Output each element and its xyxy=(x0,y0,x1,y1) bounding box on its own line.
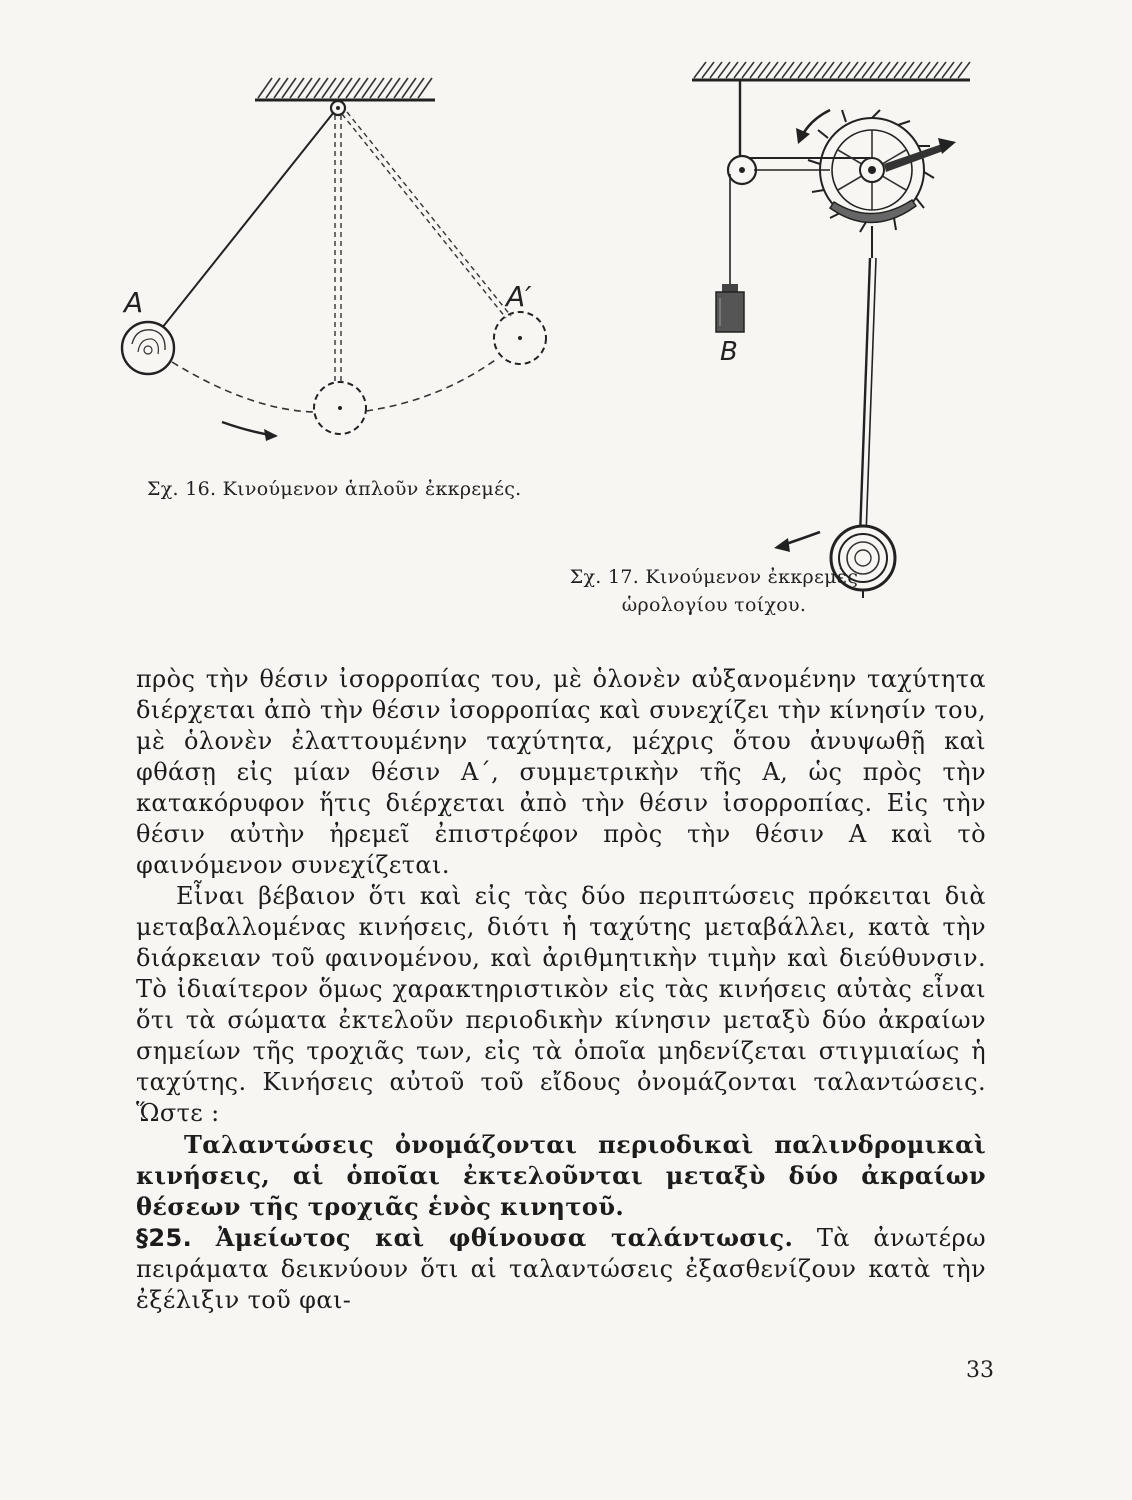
body-text xyxy=(136,664,986,1316)
figure-17-caption xyxy=(564,563,864,619)
figure-17-caption-line1: Σχ. 17. Κινούμενον ἐκκρεμὲς xyxy=(569,566,859,588)
escapement-anchor xyxy=(830,200,916,223)
page-number: 33 xyxy=(966,1358,994,1383)
paragraph-1: πρὸς τὴν θέσιν ἰσορροπίας του, μὲ ὁλονὲν αὐξανομένην ταχύτητα διέρχεται ἀπὸ τὴν θέσιν ἰσορροπίας καὶ συνεχίζει τὴν κίνησίν του, μὲ ὁλονὲν ἐλαττουμένην ταχύτητα, μέχρις ὅτου ἀνυψωθῇ καὶ φθάσῃ εἰς μίαν θέσιν Α΄, συμμετρικὴν τῆς Α, ὡς πρὸς τὴν κατακόρυφον ἥτις διέρχεται ἀπὸ τὴν θέσιν ἰσορροπίας. Εἰς τὴν θέσιν αὐτὴν ἠρεμεῖ ἐπιστρέφον πρὸς τὴν θέσιν Α καὶ τὸ φαινόμενον συνεχίζεται. xyxy=(136,665,986,879)
figure-17-caption-line2: ὡρολογίου τοίχου. xyxy=(621,594,807,616)
motion-arrow-icon xyxy=(222,422,278,441)
label-a: A xyxy=(124,286,144,319)
bob-position-a xyxy=(122,322,174,374)
ceiling-hatch xyxy=(255,76,435,100)
label-b: B xyxy=(720,337,738,367)
string-position-a xyxy=(162,112,334,328)
ceiling-hatch xyxy=(692,62,970,80)
weight-b xyxy=(716,284,744,332)
pendulum-rod xyxy=(860,258,870,536)
definition: Ταλαντώσεις ὀνομάζονται περιοδικαὶ παλινδρομικαὶ κινήσεις, αἱ ὁποῖαι ἐκτελοῦνται μεταξὺ δύο ἀκραίων θέσεων τῆς τροχιᾶς ἑνὸς κινητοῦ. xyxy=(136,1130,986,1221)
figure-16-caption: Σχ. 16. Κινούμενον ἁπλοῦν ἐκκρεμές. xyxy=(147,478,522,500)
rotation-arrow-icon xyxy=(796,110,830,144)
figure-16-simple-pendulum xyxy=(110,70,570,460)
swing-arc xyxy=(172,362,314,412)
section-25 xyxy=(136,1222,986,1316)
string-position-a-prime xyxy=(342,112,511,318)
section-title: Ἀμείωτος καὶ φθίνουσα ταλάντωσις. xyxy=(215,1223,794,1252)
figure-17-clock-pendulum xyxy=(680,58,980,618)
section-number: §25. xyxy=(136,1224,193,1252)
string-equilibrium xyxy=(335,115,341,382)
swing-arrow-icon xyxy=(774,532,820,552)
section-text: Τὰ ἀνωτέρω πειράματα δεικνύουν ὅτι αἱ ταλαντώσεις ἐξασθενίζουν κατὰ τὴν ἐξέλιξιν τοῦ φαι- xyxy=(136,1224,986,1314)
paragraph-2: Εἶναι βέβαιον ὅτι καὶ εἰς τὰς δύο περιπτώσεις πρόκειται διὰ μεταβαλλομένας κινήσεις, διότι ἡ ταχύτης μεταβάλλει, κατὰ τὴν διάρκειαν τοῦ φαινομένου, καὶ ἀριθμητικὴν τιμὴν καὶ διεύθυνσιν. Τὸ ἰδιαίτερον ὅμως χαρακτηριστικὸν εἰς τὰς κινήσεις αὐτὰς εἶναι ὅτι τὰ σώματα ἐκτελοῦν περιοδικὴν κίνησιν μεταξὺ δύο ἀκραίων σημείων τῆς τροχιᾶς των, εἰς τὰ ὁποῖα μηδενίζεται στιγμιαίως ἡ ταχύτης. Κινήσεις αὐτοῦ τοῦ εἴδους ὀνομάζονται ταλαντώσεις. Ὥστε : xyxy=(136,882,986,1127)
label-a-prime: A′ xyxy=(506,280,532,313)
